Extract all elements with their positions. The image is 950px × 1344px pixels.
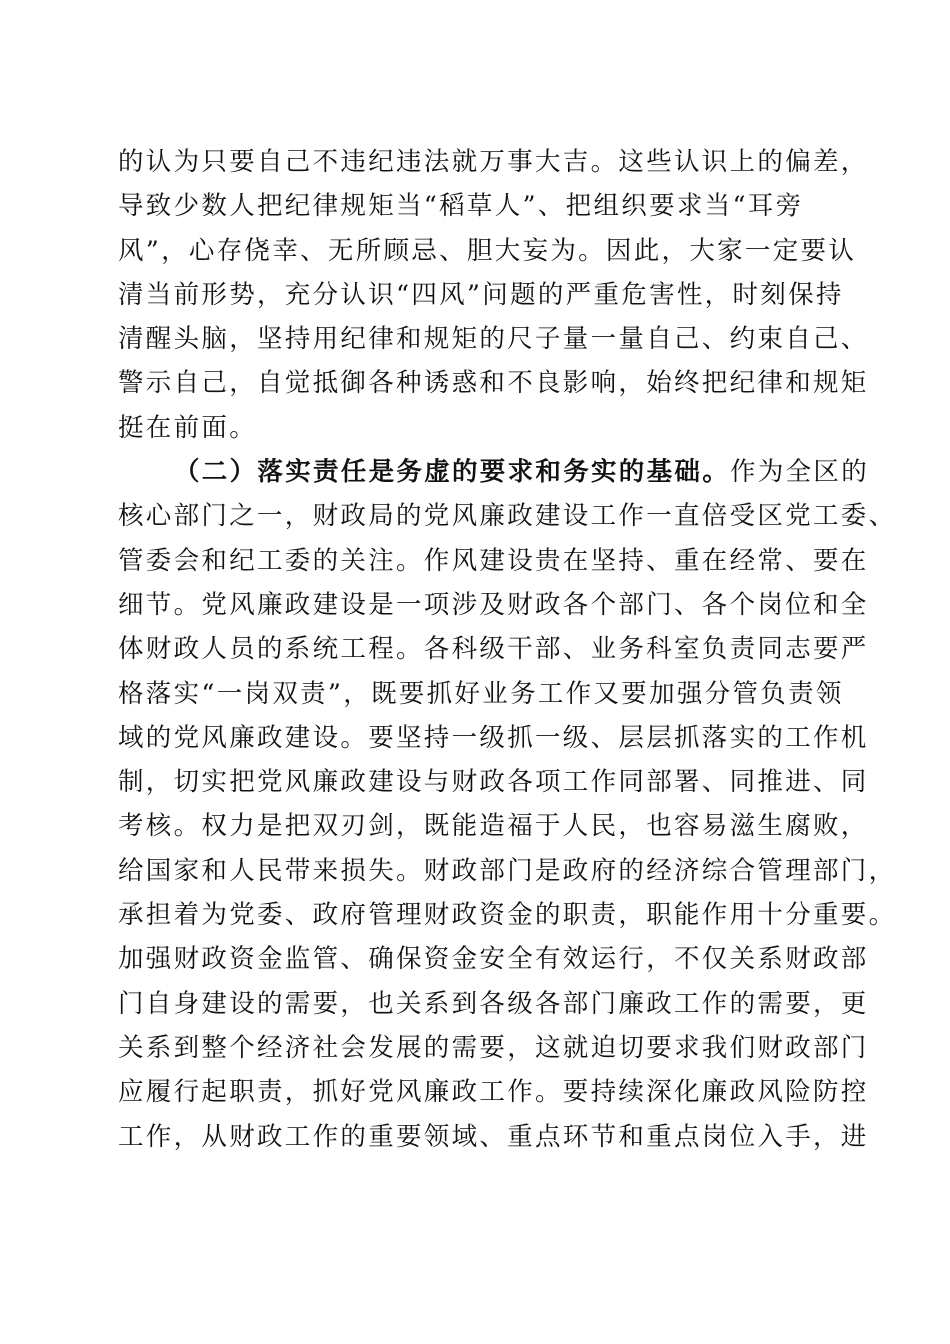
text-line: 体财政人员的系统工程。各科级干部、业务科室负责同志要严: [118, 634, 869, 665]
text-line: 给国家和人民带来损失。财政部门是政府的经济综合管理部门，: [118, 855, 897, 886]
document-body: [118, 140, 897, 1159]
text-line: 加强财政资金监管、确保资金安全有效运行，不仅关系财政部: [118, 944, 869, 975]
paragraph-1: [118, 140, 869, 450]
text-line: 格落实“一岗双责”，既要抓好业务工作又要加强分管负责领: [118, 678, 844, 709]
text-line: 挺在前面。: [118, 412, 258, 443]
text-line: 的认为只要自己不违纪违法就万事大吉。这些认识上的偏差，: [118, 147, 869, 177]
text-fragment: 作为全区的: [730, 457, 870, 488]
text-line: 考核。权力是把双刃剑，既能造福于人民，也容易滋生腐败，: [118, 811, 869, 842]
text-line: 风”，心存侥幸、无所顾忌、胆大妄为。因此，大家一定要认: [118, 235, 857, 266]
section-heading: （二）落实责任是务虚的要求和务实的基础。: [174, 457, 731, 488]
paragraph-2-first-line: [118, 450, 870, 494]
text-line: 关系到整个经济社会发展的需要，这就迫切要求我们财政部门: [118, 1032, 869, 1063]
text-line: 工作，从财政工作的重要领域、重点环节和重点岗位入手，进: [118, 1121, 869, 1152]
text-line: 域的党风廉政建设。要坚持一级抓一级、层层抓落实的工作机: [118, 722, 869, 753]
text-line: 导致少数人把纪律规矩当“稻草人”、把组织要求当“耳旁: [118, 191, 804, 222]
text-line: 制，切实把党风廉政建设与财政各项工作同部署、同推进、同: [118, 767, 869, 798]
text-line: 门自身建设的需要，也关系到各级各部门廉政工作的需要，更: [118, 988, 869, 1019]
text-line: 核心部门之一，财政局的党风廉政建设工作一直倍受区党工委、: [118, 501, 897, 532]
text-line: 承担着为党委、政府管理财政资金的职责，职能作用十分重要。: [118, 900, 897, 931]
text-line: 管委会和纪工委的关注。作风建设贵在坚持、重在经常、要在: [118, 545, 869, 576]
text-line: 清当前形势，充分认识“四风”问题的严重危害性，时刻保持: [118, 279, 844, 310]
text-line: 应履行起职责，抓好党风廉政工作。要持续深化廉政风险防控: [118, 1077, 869, 1108]
paragraph-2: [118, 450, 897, 1159]
text-line: 细节。党风廉政建设是一项涉及财政各个部门、各个岗位和全: [118, 589, 869, 620]
text-line: 清醒头脑，坚持用纪律和规矩的尺子量一量自己、约束自己、: [118, 324, 869, 355]
text-line: 警示自己，自觉抵御各种诱惑和不良影响，始终把纪律和规矩: [118, 368, 869, 399]
